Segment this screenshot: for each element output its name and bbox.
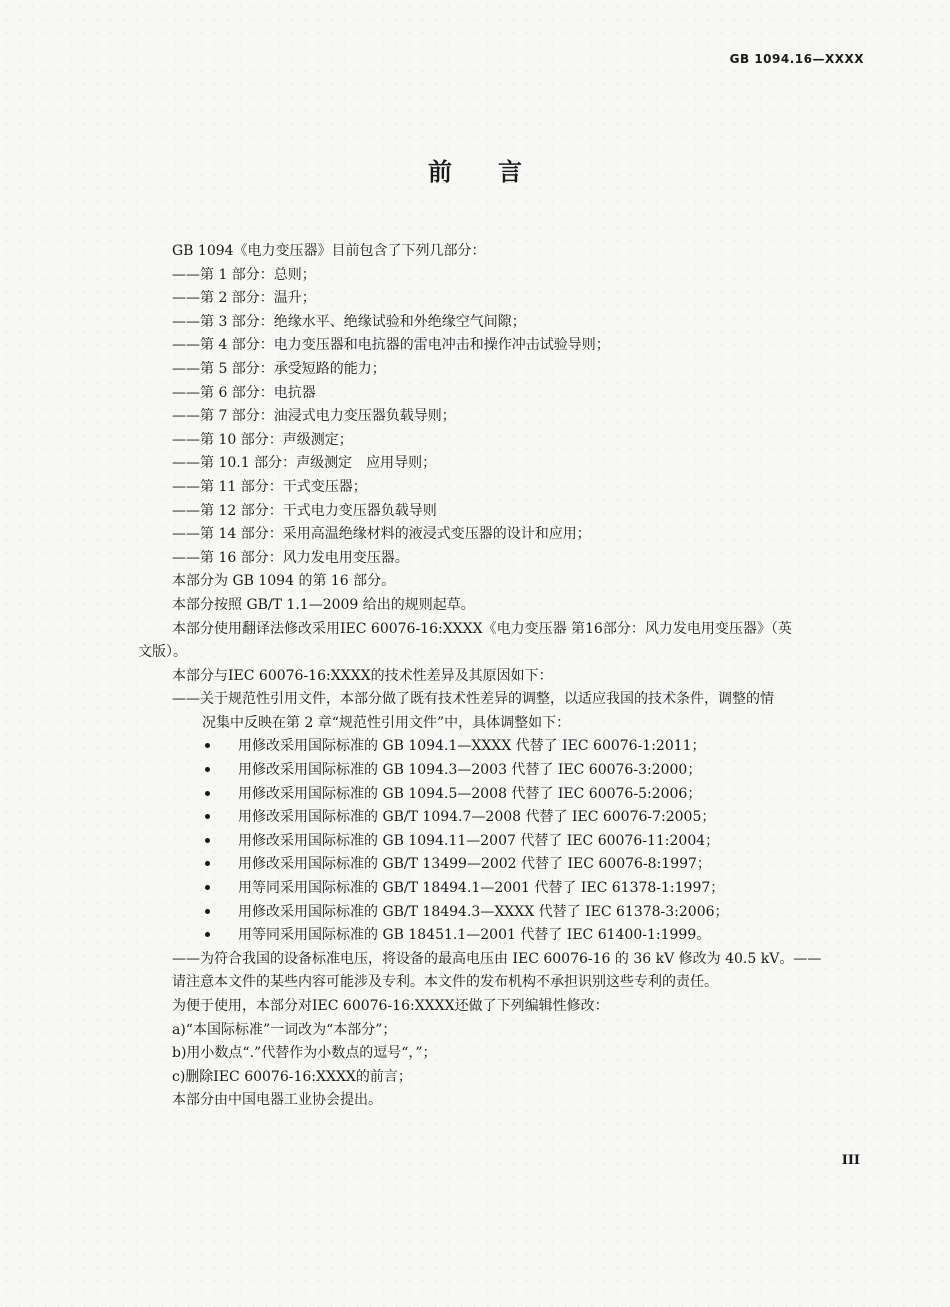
part-item: ——第 3 部分：绝缘水平、绝缘试验和外绝缘空气间隙； [172,313,526,330]
list-item: c)删除IEC 60076-16:XXXX的前言； [172,1068,412,1085]
list-item: 用等同采用国际标准的 GB 18451.1—2001 代替了 IEC 61400-1:1999。 [138,924,858,948]
difference-item-2: ——为符合我国的设备标准电压，将设备的最高电压由 IEC 60076-16 的 36 kV 修改为 40.5 kV。—— [172,950,822,967]
list-item: a)“本国际标准”一词改为“本部分”； [172,1021,397,1038]
part-item: ——第 5 部分：承受短路的能力； [172,360,386,377]
list-item: b)用小数点“.”代替作为小数点的逗号“，”； [172,1045,437,1062]
bullet-icon [205,791,210,796]
proposed-paragraph: 本部分由中国电器工业协会提出。 [172,1092,382,1109]
part-item: ——第 14 部分：采用高温绝缘材料的液浸式变压器的设计和应用； [172,526,591,543]
differences-paragraph: 本部分与IEC 60076-16:XXXX的技术性差异及其原因如下： [172,667,553,684]
part-item: ——第 4 部分：电力变压器和电抗器的雷电冲击和操作冲击试验导则； [172,337,610,354]
part-item: ——第 1 部分：总则； [172,266,316,283]
editorial-list [138,1019,858,1090]
bullet-icon [205,909,210,914]
difference-item-1-line1: ——关于规范性引用文件，本部分做了既有技术性差异的调整，以适应我国的技术条件，调整的情 [172,691,774,708]
patent-paragraph: 请注意本文件的某些内容可能涉及专利。本文件的发布机构不承担识别这些专利的责任。 [172,974,718,991]
part-item: ——第 2 部分：温升； [172,290,316,307]
standard-code: GB 1094.16—XXXX [729,52,864,66]
part-item: ——第 6 部分：电抗器 [172,384,316,401]
editorial-paragraph: 为便于使用，本部分对IEC 60076-16:XXXX还做了下列编辑性修改： [172,998,609,1014]
part-item: ——第 12 部分：干式电力变压器负载导则 [172,502,437,519]
list-item: 用修改采用国际标准的 GB 1094.3—2003 代替了 IEC 60076-3:2000； [138,759,858,783]
difference-item-1-line2: 况集中反映在第 2 章“规范性引用文件”中，具体调整如下： [202,714,571,731]
part-item: ——第 10.1 部分：声级测定 应用导则； [172,455,437,472]
part-item: ——第 11 部分：干式变压器； [172,478,367,495]
list-item: 用修改采用国际标准的 GB 1094.11—2007 代替了 IEC 60076-11:2004； [138,830,858,854]
replacement-list [138,735,858,947]
part-item: ——第 7 部分：油浸式电力变压器负载导则； [172,408,456,425]
foreword-body [138,240,858,1113]
bullet-icon [205,838,210,843]
list-item: 用修改采用国际标准的 GB 1094.1—XXXX 代替了 IEC 60076-1:2011； [138,735,858,759]
adoption-paragraph-line2: 文版）。 [138,644,187,661]
page-number: III [841,1153,860,1168]
part-of-paragraph: 本部分为 GB 1094 的第 16 部分。 [172,573,396,590]
bullet-icon [205,885,210,890]
part-item: ——第 16 部分：风力发电用变压器。 [172,549,409,566]
list-item: 用修改采用国际标准的 GB/T 18494.3—XXXX 代替了 IEC 61378-3:2006； [138,901,858,925]
list-item: 用修改采用国际标准的 GB/T 13499—2002 代替了 IEC 60076-8:1997； [138,853,858,877]
title-char-2: 言 [498,158,522,186]
title-char-1: 前 [428,158,452,186]
parts-list [138,264,858,571]
part-item: ——第 10 部分：声级测定； [172,431,353,448]
page-title [0,152,950,187]
adoption-paragraph-line1: 本部分使用翻译法修改采用IEC 60076-16:XXXX《电力变压器 第16部分：风力发电用变压器》（英 [172,620,792,637]
list-item: 用等同采用国际标准的 GB/T 18494.1—2001 代替了 IEC 61378-1:1997； [138,877,858,901]
intro-paragraph: GB 1094《电力变压器》目前包含了下列几部分： [172,243,486,259]
list-item: 用修改采用国际标准的 GB 1094.5—2008 代替了 IEC 60076-5:2006； [138,783,858,807]
list-item: 用修改采用国际标准的 GB/T 1094.7—2008 代替了 IEC 60076-7:2005； [138,806,858,830]
drafted-paragraph: 本部分按照 GB/T 1.1—2009 给出的规则起草。 [172,596,475,613]
